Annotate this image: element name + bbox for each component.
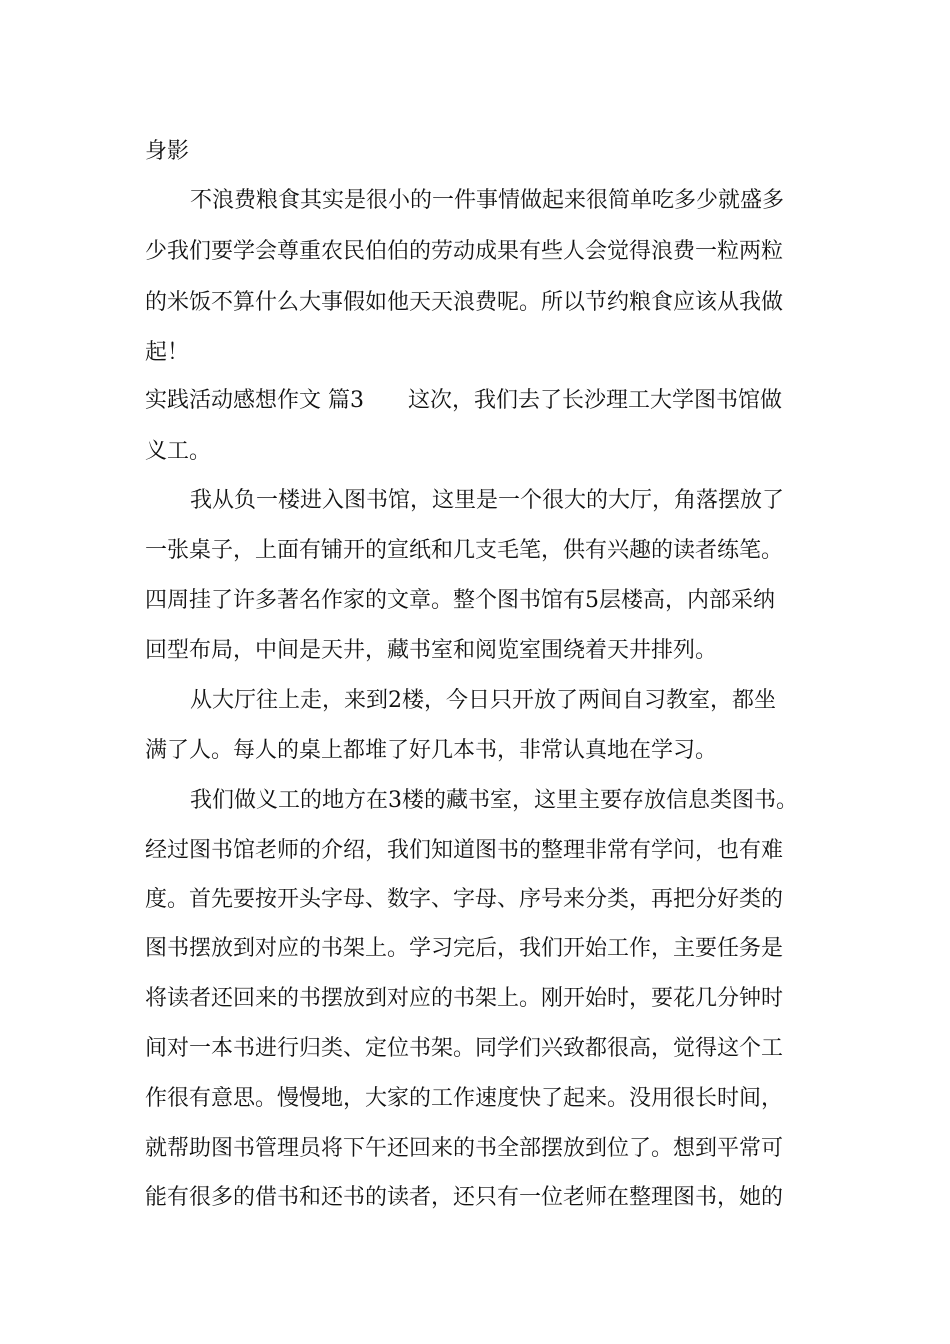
text-line: 的米饭不算什么大事假如他天天浪费呢。所以节约粮食应该从我做 <box>145 290 784 315</box>
text-line: 将读者还回来的书摆放到对应的书架上。刚开始时，要花几分钟时 <box>145 986 784 1011</box>
text-line: 我从负一楼进入图书馆，这里是一个很大的大厅，角落摆放了 <box>190 488 785 513</box>
text-line: 少我们要学会尊重农民伯伯的劳动成果有些人会觉得浪费一粒两粒 <box>145 239 784 264</box>
text-line: 作很有意思。慢慢地，大家的工作速度快了起来。没用很长时间， <box>145 1086 784 1111</box>
text-line: 身影 <box>145 139 190 164</box>
text-line: 图书摆放到对应的书架上。学习完后，我们开始工作，主要任务是 <box>145 936 784 961</box>
text-line: 间对一本书进行归类、定位书架。同学们兴致都很高，觉得这个工 <box>145 1036 784 1061</box>
section-heading: 实践活动感想作文 篇3 <box>145 388 364 413</box>
text-line: 度。首先要按开头字母、数字、字母、序号来分类，再把分好类的 <box>145 887 784 912</box>
text-line: 回型布局，中间是天井，藏书室和阅览室围绕着天井排列。 <box>145 638 718 663</box>
text-line: 从大厅往上走，来到2楼，今日只开放了两间自习教室，都坐 <box>190 688 776 713</box>
text-line: 经过图书馆老师的介绍，我们知道图书的整理非常有学问，也有难 <box>145 838 784 863</box>
text-line: 能有很多的借书和还书的读者，还只有一位老师在整理图书，她的 <box>145 1185 784 1210</box>
text-line: 就帮助图书管理员将下午还回来的书全部摆放到位了。想到平常可 <box>145 1136 784 1161</box>
text-line: 我们做义工的地方在3楼的藏书室，这里主要存放信息类图书。 <box>190 788 798 813</box>
text-line: 一张桌子，上面有铺开的宣纸和几支毛笔，供有兴趣的读者练笔。 <box>145 538 784 563</box>
text-line: 满了人。每人的桌上都堆了好几本书，非常认真地在学习。 <box>145 738 718 763</box>
text-run: 这次，我们去了长沙理工大学图书馆做 <box>408 388 783 413</box>
text-line: 起！ <box>145 340 190 365</box>
text-line: 义工。 <box>145 439 212 464</box>
text-line: 不浪费粮食其实是很小的一件事情做起来很简单吃多少就盛多 <box>190 188 785 213</box>
heading-line <box>145 386 782 416</box>
text-line: 四周挂了许多著名作家的文章。整个图书馆有5层楼高，内部采纳 <box>145 588 775 613</box>
